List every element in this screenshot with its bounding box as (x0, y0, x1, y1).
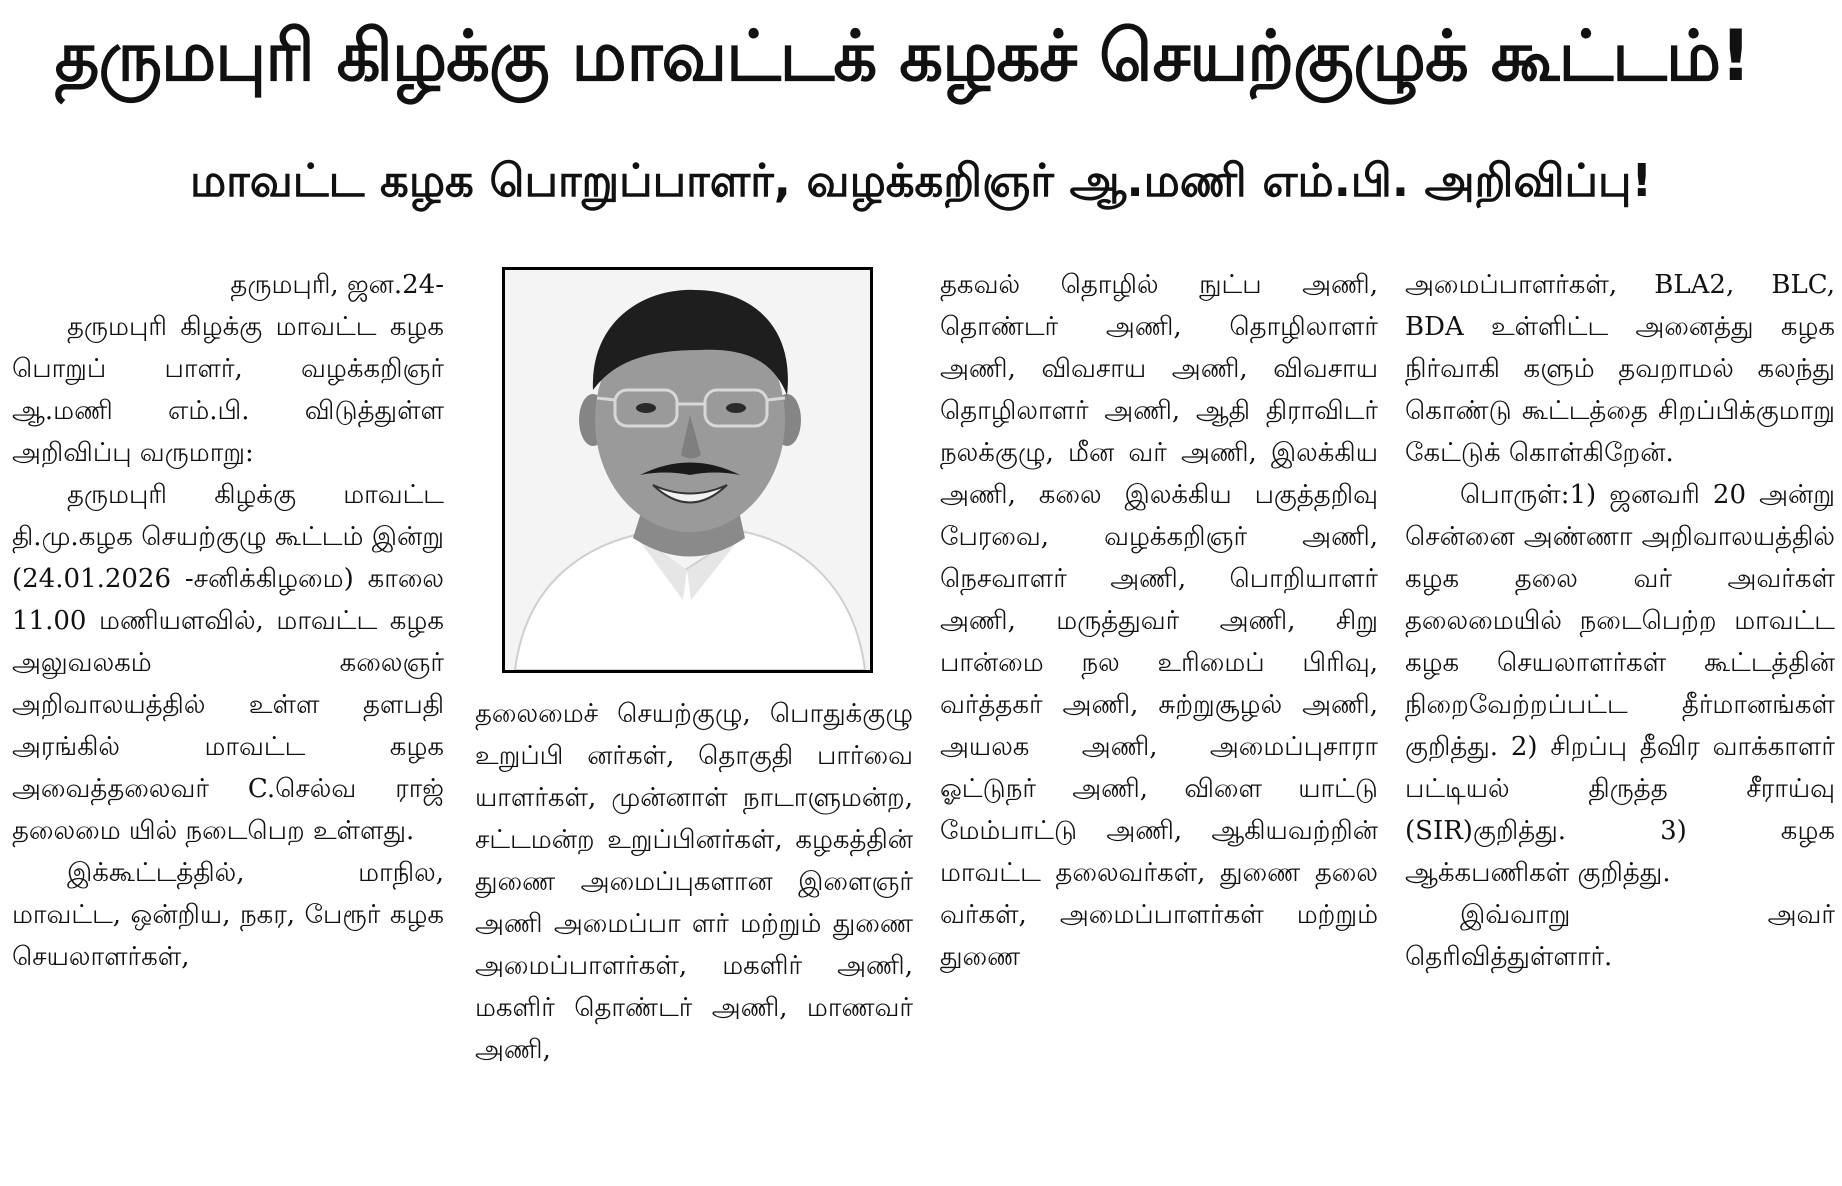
article-column-1 (12, 264, 444, 1184)
paragraph: தருமபுரி கிழக்கு மாவட்ட தி.மு.கழக செயற்குழு கூட்டம் இன்று (24.01.2026 -சனிக்கிழமை) காலை 11.00 மணியளவில், மாவட்ட கழக அலுவலகம் கலைஞர் அறிவாலயத்தில் உள்ள தளபதி அரங்கில் மாவட்ட கழக அவைத்தலைவர் C.செல்வ ராஜ் தலைமை யில் நடைபெற உள்ளது. (12, 480, 444, 846)
paragraph: அமைப்பாளர்கள், BLA2, BLC, BDA உள்ளிட்ட அனைத்து கழக நிர்வாகி களும் தவறாமல் கலந்து கொண்டு கூட்டத்தை சிறப்பிக்குமாறு கேட்டுக் கொள்கிறேன். (1405, 270, 1835, 468)
paragraph: தகவல் தொழில் நுட்ப அணி, தொண்டர் அணி, தொழிலாளர் அணி, விவசாய அணி, விவசாய தொழிலாளர் அணி, ஆதி திராவிடர் நலக்குழு, மீன வர் அணி, இலக்கிய அணி, கலை இலக்கிய பகுத்தறிவு பேரவை, வழக்கறிஞர் அணி, நெசவாளர் அணி, பொறியாளர் அணி, மருத்துவர் அணி, சிறு பான்மை நல உரிமைப் பிரிவு, வர்த்தகர் அணி, சுற்றுசூழல் அணி, அயலக அணி, அமைப்புசாரா ஓட்டுநர் அணி, விளை யாட்டு மேம்பாட்டு அணி, ஆகியவற்றின் மாவட்ட தலைவர்கள், துணை தலை வர்கள், அமைப்பாளர்கள் மற்றும் துணை (940, 270, 1378, 972)
dateline: தருமபுரி, ஜன.24- (230, 270, 444, 300)
paragraph: இவ்வாறு அவர் தெரிவித்துள்ளார். (1405, 900, 1835, 972)
portrait-photo (502, 267, 873, 673)
headline: தருமபுரி கிழக்கு மாவட்டக் கழகச் செயற்குழுக் கூட்டம்! (54, 15, 1751, 97)
paragraph: தலைமைச் செயற்குழு, பொதுக்குழு உறுப்பி னர்கள், தொகுதி பார்வை யாளர்கள், முன்னாள் நாடாளுமன்ற, சட்டமன்ற உறுப்பினர்கள், கழகத்தின் துணை அமைப்புகளான இளைஞர் அணி அமைப்பா ளர் மற்றும் துணை அமைப்பாளர்கள், மகளிர் அணி, மகளிர் தொண்டர் அணி, மாணவர் அணி, (475, 699, 913, 1065)
article-column-2 (475, 693, 913, 1183)
article-column-3 (940, 264, 1378, 1184)
paragraph: பொருள்:1) ஜனவரி 20 அன்று சென்னை அண்ணா அறிவாலயத்தில் கழக தலை வர் அவர்கள் தலைமையில் நடைபெற்ற மாவட்ட கழக செயலாளர்கள் கூட்டத்தின் நிறைவேற்றப்பட்ட தீர்மானங்கள் குறித்து. 2) சிறப்பு தீவிர வாக்காளர் பட்டியல் திருத்த சீராய்வு (SIR)குறித்து. 3) கழக ஆக்கபணிகள் குறித்து. (1405, 480, 1835, 888)
subheadline: மாவட்ட கழக பொறுப்பாளர், வழக்கறிஞர் ஆ.மணி எம்.பி. அறிவிப்பு! (189, 154, 1653, 207)
article-column-4 (1405, 264, 1835, 1184)
paragraph: தருமபுரி கிழக்கு மாவட்ட கழக பொறுப் பாளர், வழக்கறிஞர் ஆ.மணி எம்.பி. விடுத்துள்ள அறிவிப்பு வருமாறு: (12, 312, 444, 468)
paragraph: இக்கூட்டத்தில், மாநில, மாவட்ட, ஒன்றிய, நகர, பேரூர் கழக செயலாளர்கள், (12, 858, 444, 972)
portrait-photo-illustration (505, 270, 870, 670)
